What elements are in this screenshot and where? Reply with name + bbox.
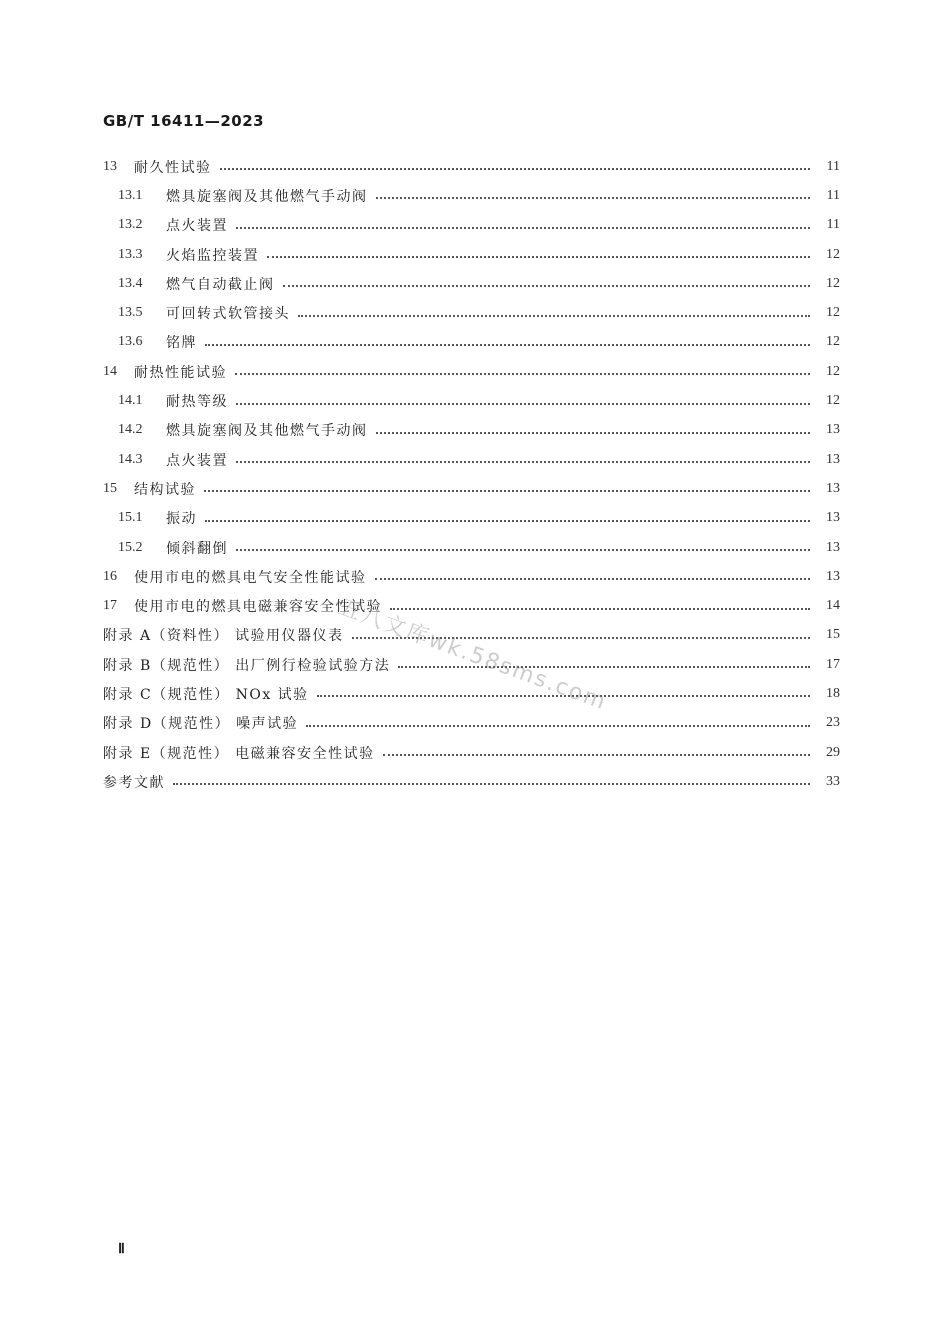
dot-leader bbox=[283, 284, 811, 287]
toc-entry-number: 16 bbox=[103, 568, 117, 584]
toc-entry[interactable] bbox=[103, 181, 840, 210]
toc-entry-page: 14 bbox=[826, 598, 840, 614]
toc-entry-title: 火焰监控装置 bbox=[166, 247, 259, 264]
watermark: 五八文库wk.58sms.com bbox=[334, 594, 611, 716]
toc-entry-page: 11 bbox=[826, 217, 840, 233]
toc-entry-number: 13.2 bbox=[118, 217, 143, 233]
dot-leader bbox=[267, 255, 810, 258]
toc-entry-page: 13 bbox=[826, 451, 840, 467]
toc-entry[interactable] bbox=[103, 679, 840, 708]
toc-entry[interactable] bbox=[103, 328, 840, 357]
toc-entry-number: 13.4 bbox=[118, 275, 143, 291]
toc-entry-title: 可回转式软管接头 bbox=[166, 306, 290, 323]
dot-leader bbox=[306, 724, 810, 727]
toc-entry-page: 15 bbox=[826, 627, 840, 643]
document-id: GB/T 16411—2023 bbox=[103, 112, 265, 130]
toc-entry-title: 点火装置 bbox=[166, 218, 228, 235]
toc-entry-page: 23 bbox=[826, 715, 840, 731]
toc-entry-title: 耐热等级 bbox=[166, 394, 228, 411]
dot-leader bbox=[317, 694, 810, 697]
toc-entry-page: 17 bbox=[826, 656, 840, 672]
toc-entry-title: 附录 C（规范性） NOx 试验 bbox=[103, 686, 309, 703]
toc-entry-title: 燃具旋塞阀及其他燃气手动阀 bbox=[166, 188, 368, 205]
page-number: Ⅱ bbox=[118, 1242, 125, 1257]
toc-entry[interactable] bbox=[103, 211, 840, 240]
toc-entry[interactable] bbox=[103, 738, 840, 767]
toc-entry-page: 13 bbox=[826, 510, 840, 526]
toc-entry-page: 12 bbox=[826, 363, 840, 379]
toc-entry-number: 15.1 bbox=[118, 510, 143, 526]
toc-entry-number: 15 bbox=[103, 480, 117, 496]
toc-entry[interactable] bbox=[103, 240, 840, 269]
toc-entry[interactable] bbox=[103, 533, 840, 562]
toc-entry-page: 12 bbox=[826, 305, 840, 321]
dot-leader bbox=[398, 665, 810, 668]
dot-leader bbox=[383, 753, 810, 756]
dot-leader bbox=[236, 226, 810, 229]
toc-entry[interactable] bbox=[103, 709, 840, 738]
toc-entry-title: 燃气自动截止阀 bbox=[166, 276, 275, 293]
toc-entry-title: 铭牌 bbox=[166, 335, 197, 352]
toc-entry-title: 附录 B（规范性） 出厂例行检验试验方法 bbox=[103, 657, 391, 674]
dot-leader bbox=[173, 782, 810, 785]
toc-entry-number: 14.2 bbox=[118, 422, 143, 438]
dot-leader bbox=[298, 314, 810, 317]
toc-entry-page: 13 bbox=[826, 539, 840, 555]
toc-entry[interactable] bbox=[103, 650, 840, 679]
toc-entry-page: 29 bbox=[826, 744, 840, 760]
dot-leader bbox=[376, 196, 811, 199]
toc-entry-page: 12 bbox=[826, 393, 840, 409]
dot-leader bbox=[376, 431, 811, 434]
toc-entry-page: 12 bbox=[826, 246, 840, 262]
toc-entry-page: 11 bbox=[826, 158, 840, 174]
toc-entry-title: 参考文献 bbox=[103, 774, 165, 791]
dot-leader bbox=[236, 548, 810, 551]
toc-entry-title: 结构试验 bbox=[134, 481, 196, 498]
toc-entry-number: 14.1 bbox=[118, 393, 143, 409]
toc-entry-title: 附录 A（资料性） 试验用仪器仪表 bbox=[103, 628, 344, 645]
toc-entry-number: 14 bbox=[103, 363, 117, 379]
dot-leader bbox=[390, 607, 810, 610]
dot-leader bbox=[235, 372, 810, 375]
toc-entry-number: 17 bbox=[103, 598, 117, 614]
toc-entry-page: 13 bbox=[826, 422, 840, 438]
dot-leader bbox=[375, 577, 811, 580]
dot-leader bbox=[205, 343, 810, 346]
toc-entry[interactable] bbox=[103, 357, 840, 386]
toc-entry-title: 振动 bbox=[166, 511, 197, 528]
toc-entry[interactable] bbox=[103, 562, 840, 591]
toc-entry-title: 耐久性试验 bbox=[134, 159, 212, 176]
toc-entry-number: 13.5 bbox=[118, 305, 143, 321]
toc-entry-page: 13 bbox=[826, 568, 840, 584]
toc-entry-title: 附录 D（规范性） 噪声试验 bbox=[103, 716, 299, 733]
toc-entry-title: 使用市电的燃具电气安全性能试验 bbox=[134, 569, 367, 586]
toc-entry-title: 使用市电的燃具电磁兼容安全性试验 bbox=[134, 599, 382, 616]
toc-entry-page: 11 bbox=[826, 187, 840, 203]
dot-leader bbox=[205, 519, 810, 522]
toc-entry-page: 18 bbox=[826, 685, 840, 701]
toc-entry[interactable] bbox=[103, 504, 840, 533]
toc-entry-title: 附录 E（规范性） 电磁兼容安全性试验 bbox=[103, 745, 375, 762]
toc-entry[interactable] bbox=[103, 416, 840, 445]
toc-entry-title: 倾斜翻倒 bbox=[166, 540, 228, 557]
toc-entry-title: 耐热性能试验 bbox=[134, 364, 227, 381]
dot-leader bbox=[236, 402, 810, 405]
toc-entry-title: 点火装置 bbox=[166, 452, 228, 469]
toc-entry[interactable] bbox=[103, 269, 840, 298]
dot-leader bbox=[236, 460, 810, 463]
toc-entry[interactable] bbox=[103, 591, 840, 620]
toc-entry-number: 13.1 bbox=[118, 187, 143, 203]
dot-leader bbox=[352, 636, 810, 639]
dot-leader bbox=[204, 489, 810, 492]
toc-entry-page: 13 bbox=[826, 480, 840, 496]
toc-entry[interactable] bbox=[103, 767, 840, 796]
toc-entry-page: 12 bbox=[826, 334, 840, 350]
dot-leader bbox=[220, 167, 811, 170]
toc-entry-number: 14.3 bbox=[118, 451, 143, 467]
toc-entry[interactable] bbox=[103, 152, 840, 181]
toc-entry-page: 33 bbox=[826, 773, 840, 789]
toc-entry[interactable] bbox=[103, 474, 840, 503]
table-of-contents bbox=[103, 152, 840, 797]
toc-entry[interactable] bbox=[103, 445, 840, 474]
toc-entry-number: 15.2 bbox=[118, 539, 143, 555]
toc-entry-page: 12 bbox=[826, 275, 840, 291]
toc-entry-number: 13.6 bbox=[118, 334, 143, 350]
toc-entry-number: 13 bbox=[103, 158, 117, 174]
toc-entry[interactable] bbox=[103, 621, 840, 650]
toc-entry-title: 燃具旋塞阀及其他燃气手动阀 bbox=[166, 423, 368, 440]
toc-entry[interactable] bbox=[103, 298, 840, 327]
toc-entry[interactable] bbox=[103, 386, 840, 415]
toc-entry-number: 13.3 bbox=[118, 246, 143, 262]
